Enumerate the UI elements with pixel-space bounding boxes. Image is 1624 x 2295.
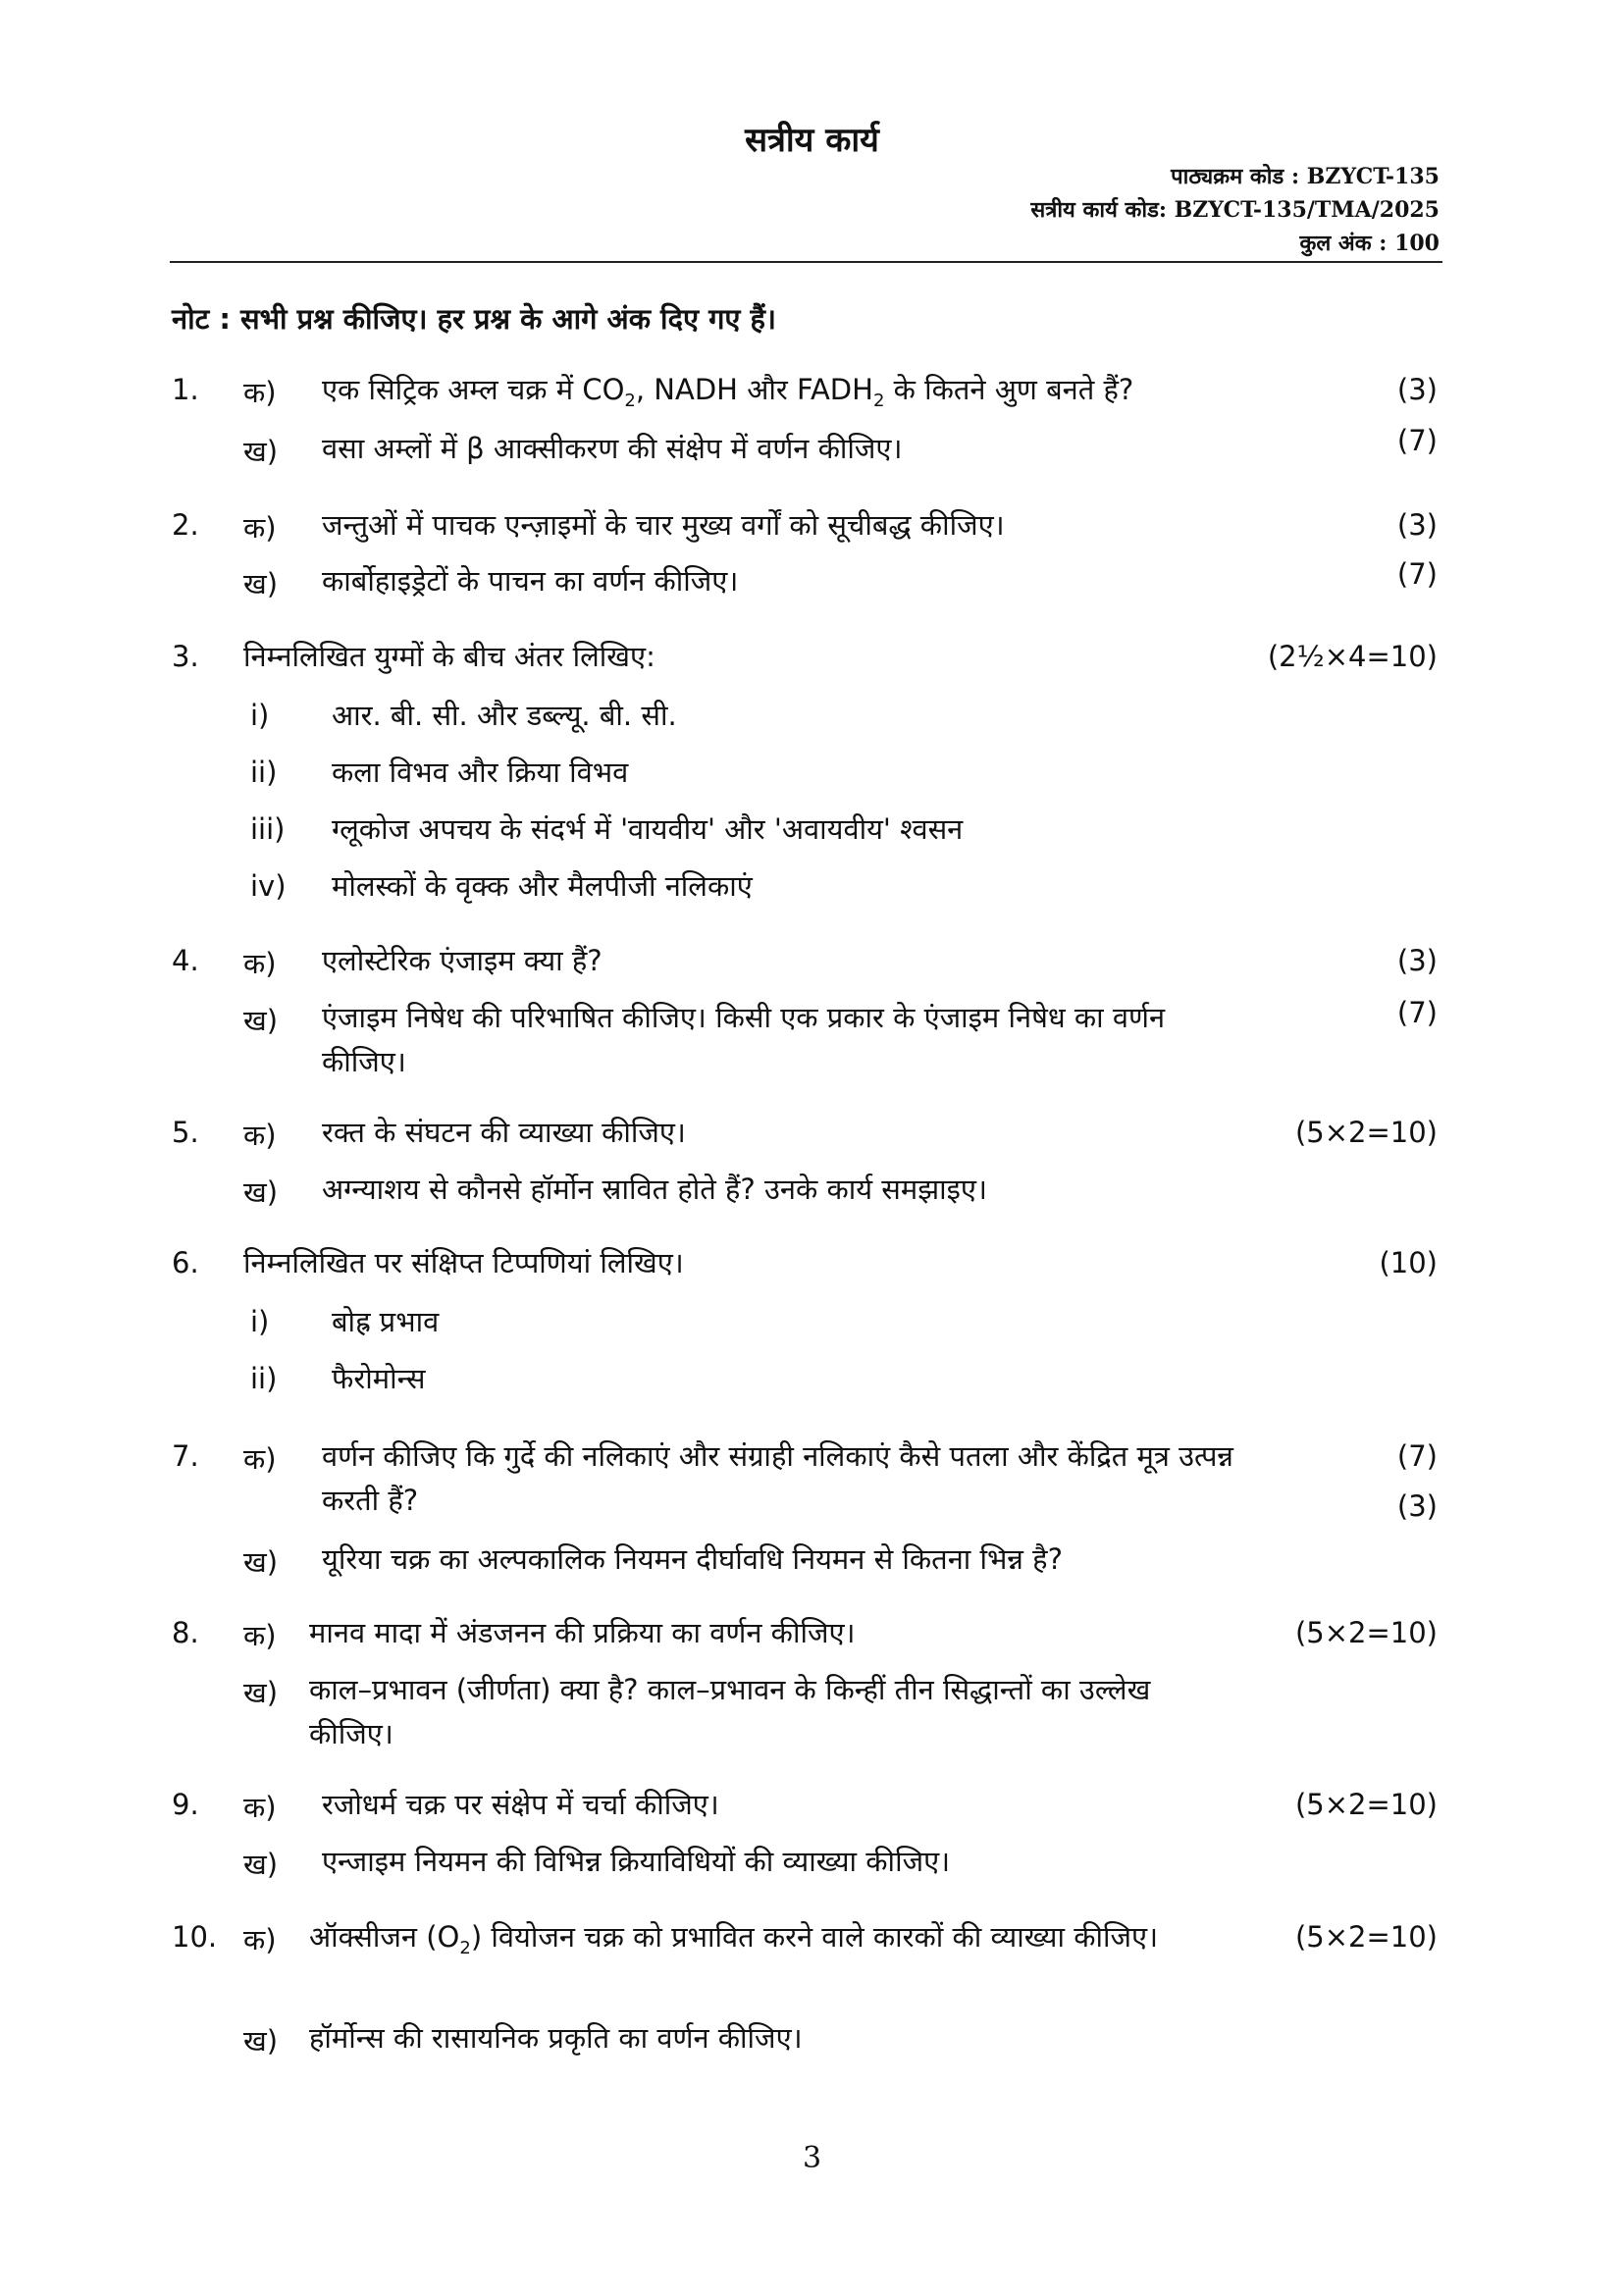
part-text: जन्तुओं में पाचक एन्ज़ाइमों के चार मुख्य वर्गों को सूचीबद्ध कीजिए। xyxy=(322,508,1005,542)
marks: (3) xyxy=(1396,373,1438,406)
part-text: एलोस्टेरिक एंजाइम क्या हैं? xyxy=(322,944,602,977)
item-text: फैरोमोन्स xyxy=(332,1362,426,1395)
part-text: ऑक्सीजन $(O_2)$ वियोजन चक्र को प्रभावित करने वाले कारकों की व्याख्या कीजिए। xyxy=(309,1920,1159,1958)
item-label: ii) xyxy=(250,1362,278,1395)
part-text: रजोधर्म चक्र पर संक्षेप में चर्चा कीजिए। xyxy=(322,1788,719,1821)
part-label: ख) xyxy=(243,1545,279,1579)
part-text: वर्णन कीजिए कि गुर्दे की नलिकाएं और संग्राही नलिकाएं कैसे पतला और केंद्रित मूत्र उत्पन्न करती हैं? xyxy=(322,1439,1233,1517)
part-label: क) xyxy=(243,1619,277,1652)
question-number: 7. xyxy=(172,1439,199,1473)
part-label: क) xyxy=(243,947,277,980)
marks: (7) xyxy=(1396,424,1438,457)
item-text: आर. बी. सी. और डब्ल्यू. बी. सी. xyxy=(332,699,677,732)
question-number: 8. xyxy=(172,1616,199,1649)
marks: (3) xyxy=(1396,944,1438,977)
page-number: 3 xyxy=(802,2141,822,2175)
marks: (10) xyxy=(1379,1246,1438,1279)
part-label: क) xyxy=(243,1791,277,1824)
question-number: 2. xyxy=(172,508,199,542)
marks: (3) xyxy=(1396,508,1438,542)
part-text: एन्जाइम नियमन की विभिन्न क्रियाविधियों की व्याख्या कीजिए। xyxy=(322,1845,951,1878)
question-number: 10. xyxy=(172,1920,218,1954)
question-number: 9. xyxy=(172,1788,199,1821)
marks: (5×2=10) xyxy=(1294,1788,1438,1821)
item-label: i) xyxy=(250,1305,270,1338)
marks: (3) xyxy=(1396,1489,1438,1523)
part-label: ख) xyxy=(243,1676,279,1709)
part-text: वसा अम्लों में β आक्सीकरण की संक्षेप में वर्णन कीजिए। xyxy=(322,432,903,465)
item-label: iii) xyxy=(250,812,286,846)
part-text: एंजाइम निषेध की परिभाषित कीजिए। किसी एक प्रकार के एंजाइम निषेध का वर्णन कीजिए। xyxy=(322,1001,1166,1078)
instruction-note: नोट : सभी प्रश्न कीजिए। हर प्रश्न के आगे अंक दिए गए हैं। xyxy=(172,302,776,336)
total-marks: कुल अंक : 100 xyxy=(1299,231,1440,256)
part-label: ख) xyxy=(243,567,279,600)
part-text: अग्न्याशय से कौनसे हॉर्मोन स्रावित होते हैं? उनके कार्य समझाइए। xyxy=(322,1173,987,1206)
part-text: एक सिट्रिक अम्ल चक्र में $CO_2$, NADH और $FADH_2$ के कितने अुण बनते हैं? xyxy=(322,373,1134,411)
question-number: 1. xyxy=(172,373,199,406)
part-text: यूरिया चक्र का अल्पकालिक नियमन दीर्घावधि नियमन से कितना भिन्न है? xyxy=(322,1542,1063,1576)
assignment-code: सत्रीय कार्य कोड: BZYCT-135/TMA/2025 xyxy=(1030,197,1440,223)
part-label: ख) xyxy=(243,435,279,468)
item-text: बोह्र प्रभाव xyxy=(332,1305,440,1338)
question-number: 5. xyxy=(172,1116,199,1149)
part-text: रक्त के संघटन की व्याख्या कीजिए। xyxy=(322,1116,686,1149)
item-label: i) xyxy=(250,699,270,732)
part-text: हॉर्मोन्स की रासायनिक प्रकृति का वर्णन कीजिए। xyxy=(309,2021,803,2055)
part-label: क) xyxy=(243,1442,277,1476)
item-label: ii) xyxy=(250,756,278,789)
part-text: कार्बोहाइड्रेटों के पाचन का वर्णन कीजिए। xyxy=(322,564,739,598)
part-label: ख) xyxy=(243,2024,279,2058)
question-number: 6. xyxy=(172,1246,199,1279)
marks: (5×2=10) xyxy=(1294,1616,1438,1649)
marks: (7) xyxy=(1396,1439,1438,1473)
part-label: क) xyxy=(243,1119,277,1152)
marks: (5×2=10) xyxy=(1294,1116,1438,1149)
part-label: ख) xyxy=(243,1004,279,1037)
part-text: मानव मादा में अंडजनन की प्रक्रिया का वर्णन कीजिए। xyxy=(309,1616,856,1649)
marks: (7) xyxy=(1396,996,1438,1029)
part-label: ख) xyxy=(243,1848,279,1881)
part-label: क) xyxy=(243,511,277,545)
page-title: सत्रीय कार्य xyxy=(745,121,879,160)
marks: (2½×4=10) xyxy=(1267,640,1438,673)
item-label: iv) xyxy=(250,869,287,903)
part-label: क) xyxy=(243,1923,277,1956)
part-label: ख) xyxy=(243,1175,279,1209)
header-divider xyxy=(170,261,1442,263)
marks: (5×2=10) xyxy=(1294,1920,1438,1954)
part-text: काल–प्रभावन (जीर्णता) क्या है? काल–प्रभावन के किन्हीं तीन सिद्धान्तों का उल्लेख कीजिए। xyxy=(309,1673,1151,1750)
question-number: 3. xyxy=(172,640,199,673)
course-code: पाठ्यक्रम कोड : BZYCT-135 xyxy=(1171,164,1440,189)
question-text: निम्नलिखित पर संक्षिप्त टिप्पणियां लिखिए। xyxy=(243,1246,684,1279)
question-number: 4. xyxy=(172,944,199,977)
item-text: कला विभव और क्रिया विभव xyxy=(332,756,629,789)
part-label: क) xyxy=(243,376,277,409)
question-text: निम्नलिखित युग्मों के बीच अंतर लिखिए: xyxy=(243,640,655,673)
item-text: ग्लूकोज अपचय के संदर्भ में 'वायवीय' और 'अवायवीय' श्वसन xyxy=(332,812,964,846)
item-text: मोलस्कों के वृक्क और मैलपीजी नलिकाएं xyxy=(332,869,753,903)
marks: (7) xyxy=(1396,557,1438,591)
